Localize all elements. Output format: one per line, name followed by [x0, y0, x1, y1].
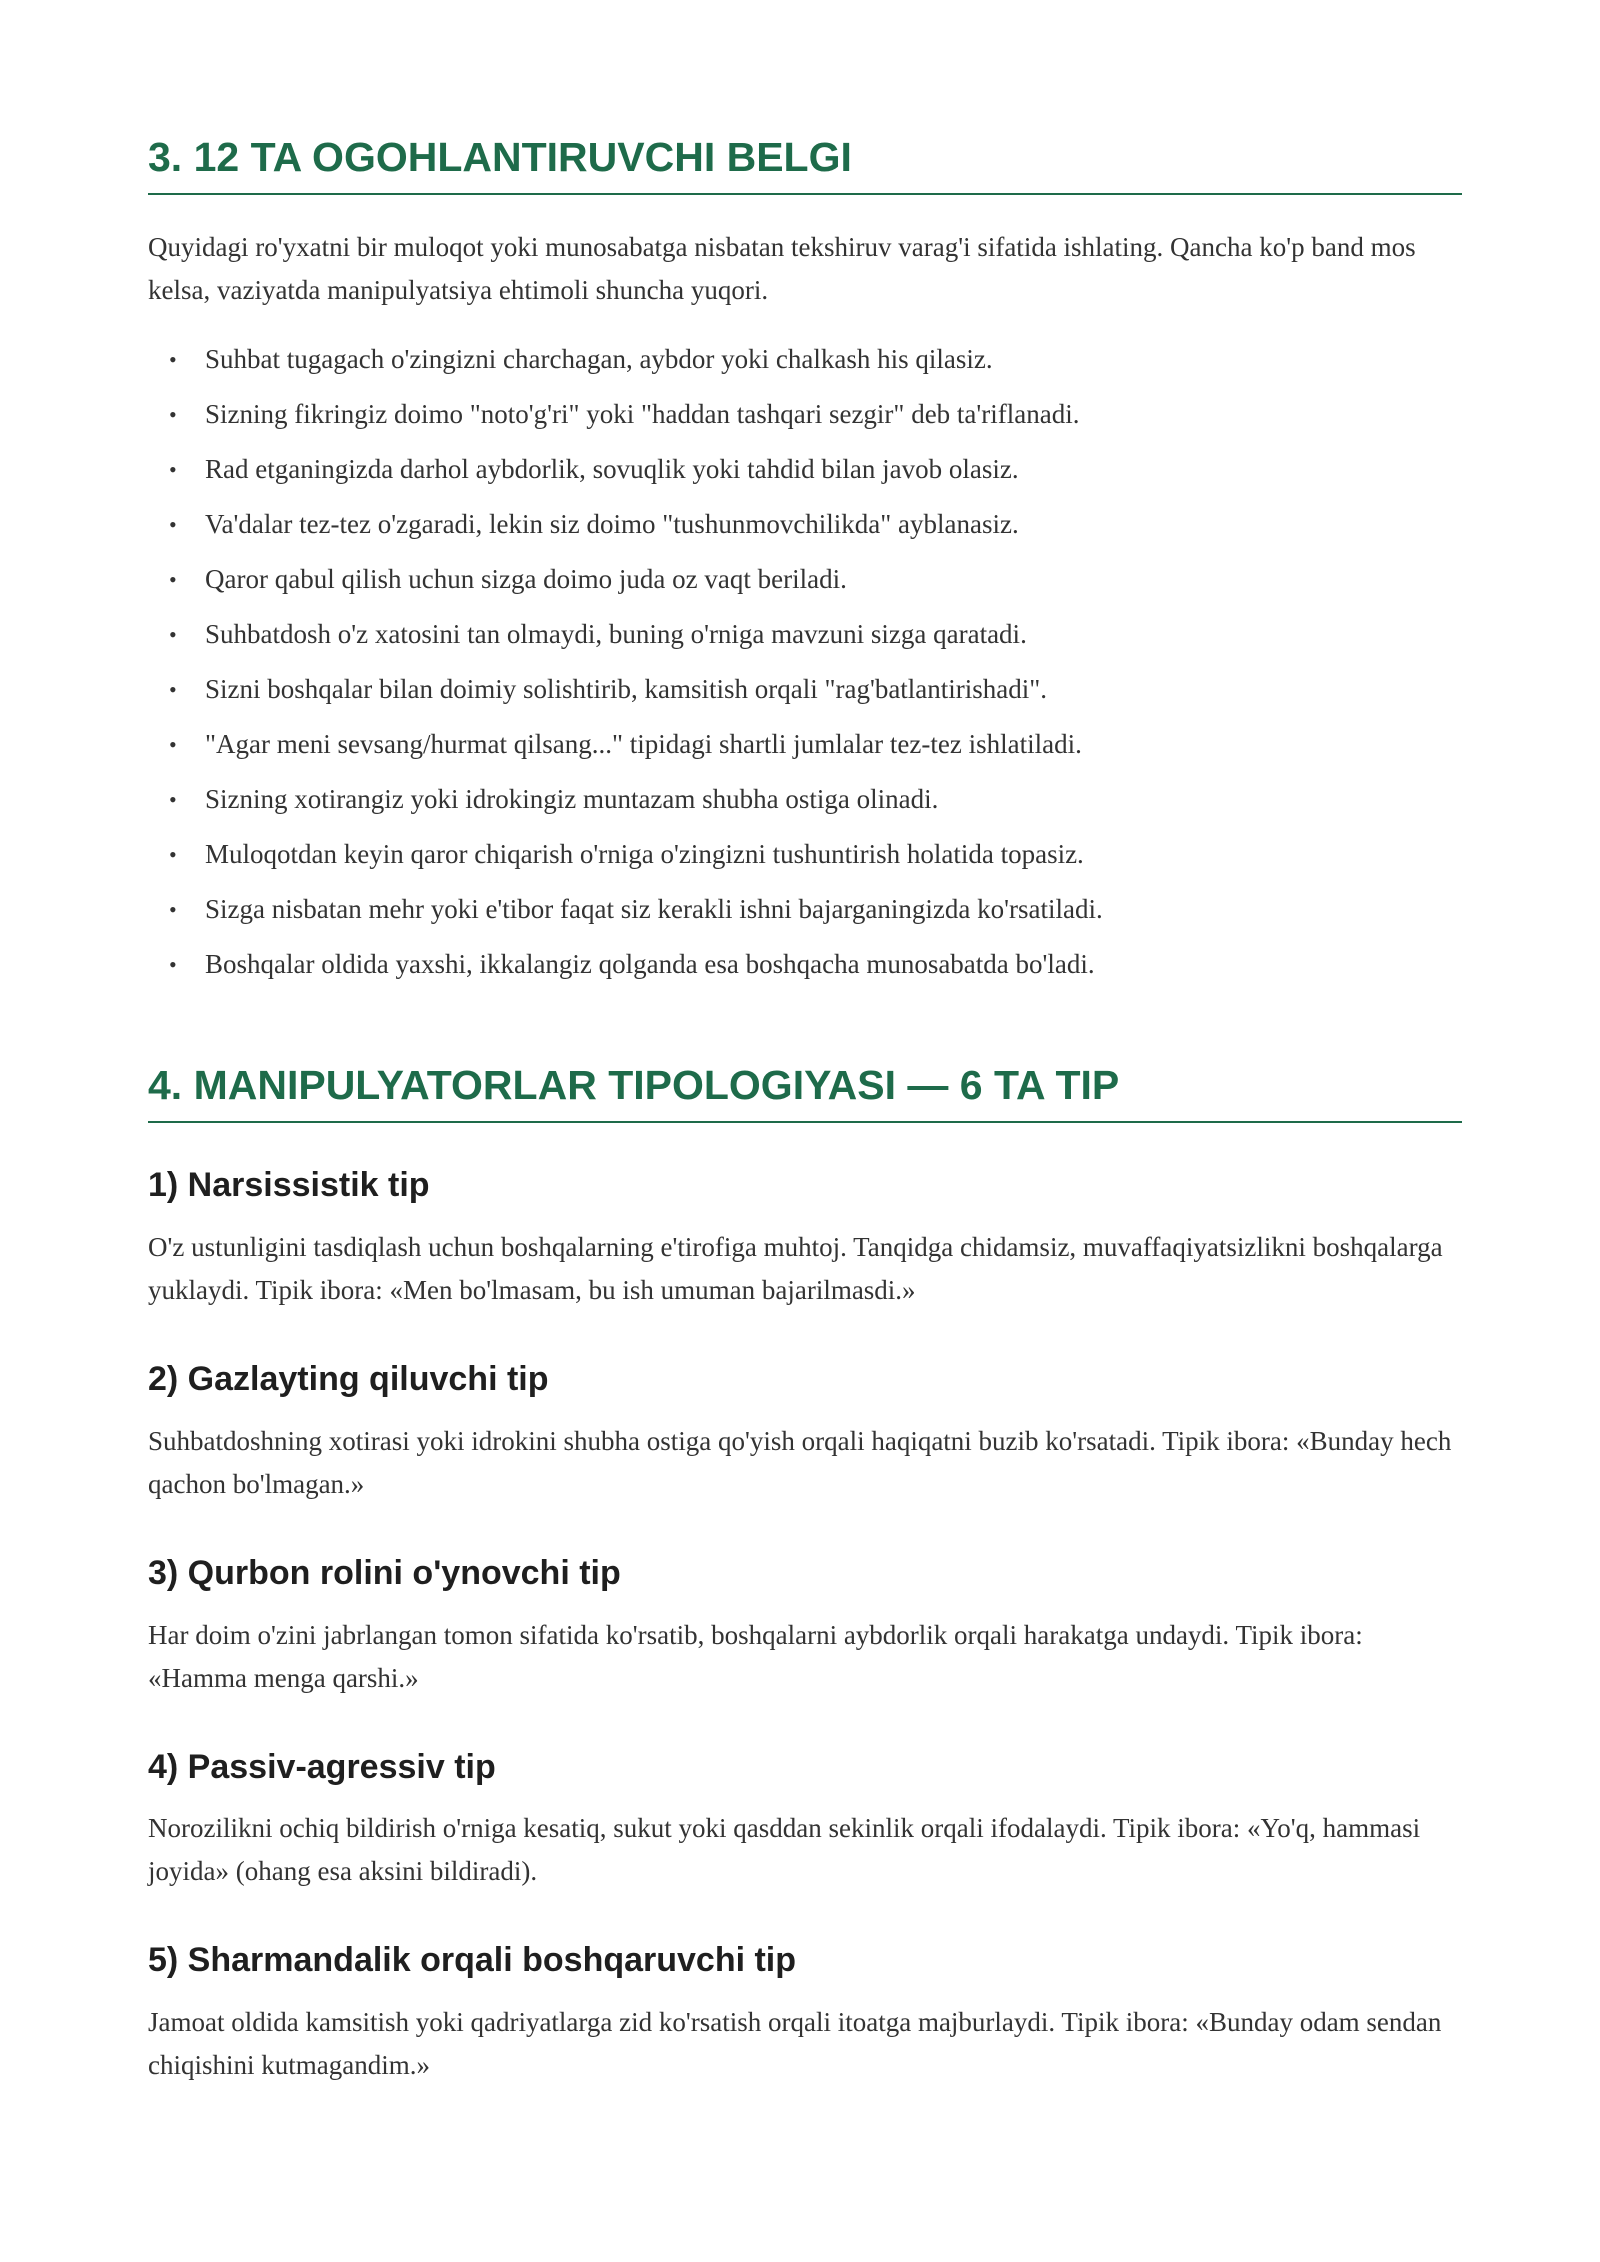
type-block [148, 1165, 1462, 1312]
type-title: 3) Qurbon rolini o'ynovchi tip [148, 1553, 621, 1592]
bullet-icon: • [169, 897, 177, 923]
document-page [148, 0, 1462, 2087]
list-item [148, 827, 1462, 882]
list-item [148, 772, 1462, 827]
type-block [148, 1940, 1462, 2087]
warning-signs-list [148, 332, 1462, 992]
list-item [148, 552, 1462, 607]
bullet-icon: • [169, 677, 177, 703]
type-description: Norozilikni ochiq bildirish o'rniga kesatiq, sukut yoki qasddan sekinlik orqali ifodalaydi. Tipik ibora: «Yo'q, hammasi joyida» (ohang esa aksini bildiradi). [148, 1813, 1421, 1887]
list-item-text: Qaror qabul qilish uchun sizga doimo juda oz vaqt beriladi. [205, 564, 847, 595]
list-item-text: Suhbatdosh o'z xatosini tan olmaydi, buning o'rniga mavzuni sizga qaratadi. [205, 619, 1027, 650]
list-item-text: Sizning xotirangiz yoki idrokingiz muntazam shubha ostiga olinadi. [205, 784, 939, 815]
bullet-icon: • [169, 622, 177, 648]
list-item-text: Suhbat tugagach o'zingizni charchagan, aybdor yoki chalkash his qilasiz. [205, 344, 993, 375]
list-item-text: Boshqalar oldida yaxshi, ikkalangiz qolganda esa boshqacha munosabatda bo'ladi. [205, 949, 1095, 980]
list-item [148, 387, 1462, 442]
list-item [148, 607, 1462, 662]
section-3-title: 3. 12 TA OGOHLANTIRUVCHI BELGI [148, 134, 1462, 195]
list-item-text: Sizni boshqalar bilan doimiy solishtirib, kamsitish orqali "rag'batlantirishadi". [205, 674, 1048, 705]
type-title: 4) Passiv-agressiv tip [148, 1747, 496, 1786]
list-item-text: Sizning fikringiz doimo "noto'g'ri" yoki "haddan tashqari sezgir" deb ta'riflanadi. [205, 399, 1080, 430]
list-item [148, 882, 1462, 937]
type-description: Suhbatdoshning xotirasi yoki idrokini shubha ostiga qo'yish orqali haqiqatni buzib ko'rsatadi. Tipik ibora: «Bunday hech qachon bo'lmagan.» [148, 1425, 1452, 1499]
list-item-text: Va'dalar tez-tez o'zgaradi, lekin siz doimo "tushunmovchilikda" ayblanasiz. [205, 509, 1019, 540]
type-block [148, 1359, 1462, 1506]
section-4-title: 4. MANIPULYATORLAR TIPOLOGIYASI — 6 TA TIP [148, 1062, 1462, 1123]
bullet-icon: • [169, 512, 177, 538]
bullet-icon: • [169, 347, 177, 373]
section-3-intro: Quyidagi ro'yxatni bir muloqot yoki munosabatga nisbatan tekshiruv varag'i sifatida ishlating. Qancha ko'p band mos kelsa, vaziyatda manipulyatsiya ehtimoli shuncha yuqori. [148, 232, 1416, 306]
bullet-icon: • [169, 457, 177, 483]
bullet-icon: • [169, 567, 177, 593]
type-description: Jamoat oldida kamsitish yoki qadriyatlarga zid ko'rsatish orqali itoatga majburlaydi. Tipik ibora: «Bunday odam sendan chiqishini kutmagandim.» [148, 2007, 1442, 2081]
list-item-text: Sizga nisbatan mehr yoki e'tibor faqat siz kerakli ishni bajarganingizda ko'rsatiladi. [205, 894, 1103, 925]
list-item-text: "Agar meni sevsang/hurmat qilsang..." tipidagi shartli jumlalar tez-tez ishlatiladi. [205, 729, 1082, 760]
list-item [148, 717, 1462, 772]
type-block [148, 1553, 1462, 1700]
list-item [148, 497, 1462, 552]
list-item [148, 442, 1462, 497]
list-item-text: Rad etganingizda darhol aybdorlik, sovuqlik yoki tahdid bilan javob olasiz. [205, 454, 1019, 485]
list-item [148, 662, 1462, 717]
list-item [148, 332, 1462, 387]
type-description: O'z ustunligini tasdiqlash uchun boshqalarning e'tirofiga muhtoj. Tanqidga chidamsiz, muvaffaqiyatsizlikni boshqalarga yuklaydi. Tipik ibora: «Men bo'lmasam, bu ish umuman bajarilmasdi.» [148, 1232, 1443, 1306]
type-title: 5) Sharmandalik orqali boshqaruvchi tip [148, 1941, 797, 1980]
type-block [148, 1747, 1462, 1894]
bullet-icon: • [169, 732, 177, 758]
bullet-icon: • [169, 952, 177, 978]
bullet-icon: • [169, 787, 177, 813]
bullet-icon: • [169, 842, 177, 868]
bullet-icon: • [169, 402, 177, 428]
type-description: Har doim o'zini jabrlangan tomon sifatida ko'rsatib, boshqalarni aybdorlik orqali harakatga undaydi. Tipik ibora: «Hamma menga qarshi.» [148, 1619, 1363, 1693]
list-item [148, 937, 1462, 992]
type-title: 1) Narsissistik tip [148, 1166, 430, 1205]
list-item-text: Muloqotdan keyin qaror chiqarish o'rniga o'zingizni tushuntirish holatida topasiz. [205, 839, 1084, 870]
type-title: 2) Gazlayting qiluvchi tip [148, 1360, 549, 1399]
